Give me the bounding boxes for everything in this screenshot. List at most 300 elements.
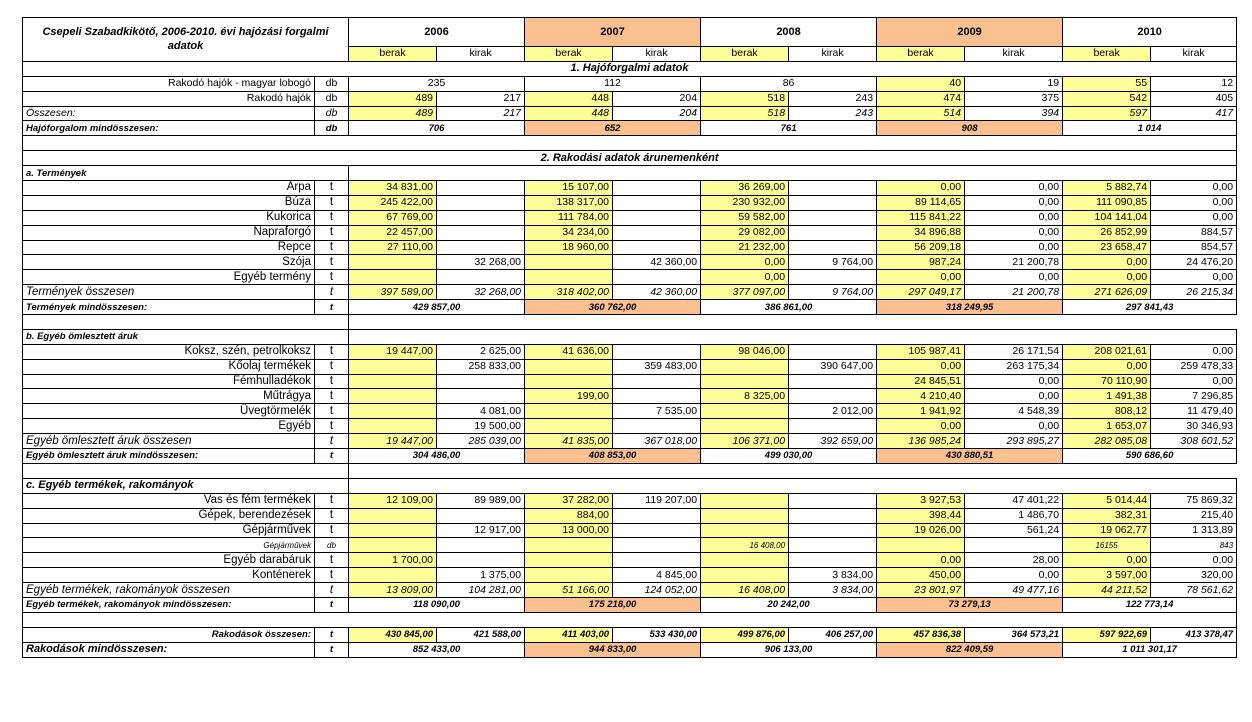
table-row — [23, 210, 1237, 225]
value-cell — [789, 240, 877, 255]
row-unit: t — [315, 270, 349, 285]
row-label: Szója — [23, 255, 315, 270]
spacer-cell — [349, 329, 1237, 344]
value-cell: 124 052,00 — [613, 583, 701, 598]
row-unit: t — [315, 300, 349, 315]
value-cell: 204 — [613, 91, 701, 106]
value-cell — [701, 493, 789, 508]
value-cell — [525, 270, 613, 285]
value-cell: 0,00 — [877, 553, 965, 568]
value-cell: 2 625,00 — [437, 344, 525, 359]
value-cell — [789, 419, 877, 434]
row-unit: db — [315, 106, 349, 121]
grand-total-cell: 590 686,60 — [1063, 449, 1237, 464]
value-cell: 235 — [349, 76, 525, 91]
row-unit: t — [315, 583, 349, 598]
value-cell: 0,00 — [965, 389, 1063, 404]
value-cell: 19 — [965, 76, 1063, 91]
value-cell: 26 171,54 — [965, 344, 1063, 359]
spacer-cell — [23, 612, 1237, 627]
value-cell: 104 281,00 — [437, 583, 525, 598]
header-row — [23, 18, 1237, 47]
row-unit: t — [315, 285, 349, 300]
value-cell: 5 882,74 — [1063, 181, 1151, 196]
category-header-row — [23, 478, 1237, 493]
section-title: b. Egyéb ömlesztett áruk — [23, 329, 349, 344]
value-cell: 884,00 — [525, 508, 613, 523]
value-cell: 375 — [965, 91, 1063, 106]
value-cell — [613, 389, 701, 404]
row-unit: t — [315, 374, 349, 389]
value-cell: 0,00 — [877, 359, 965, 374]
row-unit: t — [315, 597, 349, 612]
value-cell: 884,57 — [1151, 225, 1237, 240]
value-cell: 34 896,88 — [877, 225, 965, 240]
value-cell: 23 801,97 — [877, 583, 965, 598]
table-row — [23, 225, 1237, 240]
total-row — [23, 434, 1237, 449]
grand-total-cell: 944 833,00 — [525, 642, 701, 657]
value-cell: 111 784,00 — [525, 210, 613, 225]
value-cell: 51 166,00 — [525, 583, 613, 598]
grand-total-cell: 908 — [877, 121, 1063, 136]
value-cell: 0,00 — [877, 419, 965, 434]
value-cell: 199,00 — [525, 389, 613, 404]
row-label: Kőolaj termékek — [23, 359, 315, 374]
value-cell — [613, 344, 701, 359]
value-cell: 0,00 — [965, 240, 1063, 255]
value-cell: 47 401,22 — [965, 493, 1063, 508]
value-cell: 112 — [525, 76, 701, 91]
row-label: Összesen: — [23, 106, 315, 121]
value-cell: 0,00 — [1151, 374, 1237, 389]
grand-total-row — [23, 449, 1237, 464]
value-cell — [789, 270, 877, 285]
value-cell: 1 941,92 — [877, 404, 965, 419]
value-cell: 42 360,00 — [613, 285, 701, 300]
row-unit: t — [315, 449, 349, 464]
berak-header: berak — [1063, 47, 1151, 62]
row-unit: db — [315, 91, 349, 106]
table-row — [23, 359, 1237, 374]
value-cell — [525, 255, 613, 270]
value-cell: 55 — [1063, 76, 1151, 91]
value-cell: 457 836,38 — [877, 627, 965, 642]
table-row — [23, 419, 1237, 434]
value-cell — [437, 225, 525, 240]
row-label: Fémhulladékok — [23, 374, 315, 389]
loading-total-row — [23, 627, 1237, 642]
value-cell: 0,00 — [1151, 195, 1237, 210]
grand-total-cell: 304 486,00 — [349, 449, 525, 464]
row-unit: t — [315, 642, 349, 657]
value-cell — [349, 389, 437, 404]
value-cell — [437, 181, 525, 196]
value-cell: 30 346,93 — [1151, 419, 1237, 434]
value-cell — [613, 270, 701, 285]
row-label: Kukorica — [23, 210, 315, 225]
value-cell: 245 422,00 — [349, 195, 437, 210]
table-row — [23, 493, 1237, 508]
value-cell: 0,00 — [965, 181, 1063, 196]
row-label: Koksz, szén, petrolkoksz — [23, 344, 315, 359]
grand-total-cell: 360 762,00 — [525, 300, 701, 315]
row-label: Egyéb termékek, rakományok mindösszesen: — [23, 597, 315, 612]
value-cell — [613, 508, 701, 523]
value-cell: 11 479,40 — [1151, 404, 1237, 419]
value-cell: 1 313,89 — [1151, 523, 1237, 538]
table-row — [23, 181, 1237, 196]
value-cell: 0,00 — [1151, 553, 1237, 568]
value-cell: 0,00 — [1151, 181, 1237, 196]
grand-total-cell: 73 279,13 — [877, 597, 1063, 612]
value-cell: 34 234,00 — [525, 225, 613, 240]
value-cell: 106 371,00 — [701, 434, 789, 449]
value-cell — [877, 538, 965, 553]
row-label: Konténerek — [23, 568, 315, 583]
value-cell — [789, 210, 877, 225]
value-cell: 394 — [965, 106, 1063, 121]
grand-total-cell: 852 433,00 — [349, 642, 525, 657]
value-cell: 19 026,00 — [877, 523, 965, 538]
category-header-row — [23, 329, 1237, 344]
value-cell: 41 835,00 — [525, 434, 613, 449]
table-row — [23, 523, 1237, 538]
value-cell: 22 457,00 — [349, 225, 437, 240]
spacer-cell — [349, 478, 1237, 493]
value-cell: 0,00 — [1151, 344, 1237, 359]
row-label: Gépek, berendezések — [23, 508, 315, 523]
value-cell: 0,00 — [965, 210, 1063, 225]
spacer-row — [23, 612, 1237, 627]
value-cell: 19 447,00 — [349, 434, 437, 449]
row-unit: t — [315, 508, 349, 523]
value-cell: 0,00 — [701, 255, 789, 270]
row-unit: db — [315, 538, 349, 553]
value-cell: 243 — [789, 106, 877, 121]
value-cell: 34 831,00 — [349, 181, 437, 196]
table-row — [23, 240, 1237, 255]
table-row — [23, 255, 1237, 270]
value-cell: 382,31 — [1063, 508, 1151, 523]
value-cell: 29 082,00 — [701, 225, 789, 240]
row-label: Egyéb — [23, 419, 315, 434]
value-cell: 243 — [789, 91, 877, 106]
value-cell: 16 408,00 — [701, 583, 789, 598]
value-cell: 1 491,38 — [1063, 389, 1151, 404]
value-cell: 18 960,00 — [525, 240, 613, 255]
value-cell: 3 834,00 — [789, 583, 877, 598]
value-cell: 27 110,00 — [349, 240, 437, 255]
value-cell: 448 — [525, 91, 613, 106]
value-cell — [525, 419, 613, 434]
grand-total-cell: 1 011 301,17 — [1063, 642, 1237, 657]
value-cell: 115 841,22 — [877, 210, 965, 225]
year-header: 2009 — [877, 18, 1063, 47]
value-cell: 40 — [877, 76, 965, 91]
value-cell: 0,00 — [965, 374, 1063, 389]
row-unit: db — [315, 121, 349, 136]
value-cell — [349, 255, 437, 270]
value-cell — [613, 374, 701, 389]
row-unit: t — [315, 195, 349, 210]
value-cell: 843 — [1151, 538, 1237, 553]
value-cell — [789, 553, 877, 568]
value-cell: 26 852,99 — [1063, 225, 1151, 240]
grand-total-row — [23, 121, 1237, 136]
table-row — [23, 389, 1237, 404]
table-row — [23, 91, 1237, 106]
row-label: Rakodó hajók - magyar lobogó — [23, 76, 315, 91]
value-cell — [525, 359, 613, 374]
value-cell: 542 — [1063, 91, 1151, 106]
value-cell: 19 447,00 — [349, 344, 437, 359]
value-cell: 258 833,00 — [437, 359, 525, 374]
row-label: Termények összesen — [23, 285, 315, 300]
value-cell: 23 658,47 — [1063, 240, 1151, 255]
value-cell: 0,00 — [965, 419, 1063, 434]
value-cell: 474 — [877, 91, 965, 106]
value-cell: 514 — [877, 106, 965, 121]
value-cell: 7 535,00 — [613, 404, 701, 419]
row-label: Rakodó hajók — [23, 91, 315, 106]
value-cell: 518 — [701, 106, 789, 121]
value-cell: 217 — [437, 106, 525, 121]
total-row — [23, 583, 1237, 598]
row-unit: t — [315, 419, 349, 434]
table-row — [23, 374, 1237, 389]
table-row — [23, 553, 1237, 568]
value-cell: 215,40 — [1151, 508, 1237, 523]
value-cell: 136 985,24 — [877, 434, 965, 449]
value-cell — [613, 419, 701, 434]
value-cell: 1 653,07 — [1063, 419, 1151, 434]
value-cell: 533 430,00 — [613, 627, 701, 642]
value-cell: 367 018,00 — [613, 434, 701, 449]
value-cell — [525, 374, 613, 389]
value-cell: 59 582,00 — [701, 210, 789, 225]
row-unit: t — [315, 627, 349, 642]
row-label: Műtrágya — [23, 389, 315, 404]
grand-total-cell: 906 133,00 — [701, 642, 877, 657]
spacer-row — [23, 315, 1237, 330]
value-cell: 9 764,00 — [789, 285, 877, 300]
row-unit: t — [315, 523, 349, 538]
grand-total-cell: 386 861,00 — [701, 300, 877, 315]
value-cell — [789, 195, 877, 210]
value-cell — [437, 240, 525, 255]
value-cell: 21 200,78 — [965, 285, 1063, 300]
section-title: 1. Hajóforgalmi adatok — [23, 61, 1237, 76]
row-label: Egyéb termékek, rakományok összesen — [23, 583, 315, 598]
value-cell — [437, 374, 525, 389]
grand-total-cell: 1 014 — [1063, 121, 1237, 136]
value-cell: 4 081,00 — [437, 404, 525, 419]
value-cell: 398,44 — [877, 508, 965, 523]
value-cell: 56 209,18 — [877, 240, 965, 255]
grand-total-cell: 118 090,00 — [349, 597, 525, 612]
value-cell: 3 597,00 — [1063, 568, 1151, 583]
value-cell — [789, 508, 877, 523]
section-title-row — [23, 61, 1237, 76]
value-cell: 318 402,00 — [525, 285, 613, 300]
category-header-row — [23, 166, 1237, 181]
year-header: 2010 — [1063, 18, 1237, 47]
row-label: Egyéb ömlesztett áruk mindösszesen: — [23, 449, 315, 464]
row-label: Üvegtörmelék — [23, 404, 315, 419]
table-row — [23, 568, 1237, 583]
value-cell: 597 — [1063, 106, 1151, 121]
value-cell: 89 989,00 — [437, 493, 525, 508]
value-cell: 4 210,40 — [877, 389, 965, 404]
value-cell: 70 110,90 — [1063, 374, 1151, 389]
value-cell: 4 548,39 — [965, 404, 1063, 419]
table-row — [23, 270, 1237, 285]
value-cell: 75 869,32 — [1151, 493, 1237, 508]
row-label: Termények mindösszesen: — [23, 300, 315, 315]
value-cell: 7 296,85 — [1151, 389, 1237, 404]
value-cell: 0,00 — [1151, 210, 1237, 225]
value-cell: 16155 — [1063, 538, 1151, 553]
value-cell: 4 845,00 — [613, 568, 701, 583]
value-cell: 359 483,00 — [613, 359, 701, 374]
value-cell: 392 659,00 — [789, 434, 877, 449]
value-cell — [701, 359, 789, 374]
value-cell — [525, 553, 613, 568]
row-label: Búza — [23, 195, 315, 210]
value-cell: 308 601,52 — [1151, 434, 1237, 449]
value-cell: 37 282,00 — [525, 493, 613, 508]
value-cell: 430 845,00 — [349, 627, 437, 642]
value-cell — [789, 523, 877, 538]
value-cell — [613, 523, 701, 538]
value-cell: 282 085,08 — [1063, 434, 1151, 449]
row-unit: t — [315, 389, 349, 404]
value-cell: 413 378,47 — [1151, 627, 1237, 642]
kirak-header: kirak — [789, 47, 877, 62]
table-row — [23, 508, 1237, 523]
value-cell: 12 — [1151, 76, 1237, 91]
value-cell: 1 375,00 — [437, 568, 525, 583]
value-cell — [437, 389, 525, 404]
value-cell: 987,24 — [877, 255, 965, 270]
value-cell — [437, 553, 525, 568]
value-cell: 448 — [525, 106, 613, 121]
value-cell — [349, 523, 437, 538]
value-cell: 41 636,00 — [525, 344, 613, 359]
value-cell — [701, 404, 789, 419]
value-cell: 24 845,51 — [877, 374, 965, 389]
row-unit: t — [315, 344, 349, 359]
value-cell: 405 — [1151, 91, 1237, 106]
value-cell: 285 039,00 — [437, 434, 525, 449]
table-row — [23, 344, 1237, 359]
value-cell — [789, 374, 877, 389]
row-label: Rakodások mindösszesen: — [23, 642, 315, 657]
row-unit: t — [315, 404, 349, 419]
value-cell: 32 268,00 — [437, 285, 525, 300]
spacer-row — [23, 136, 1237, 151]
value-cell: 450,00 — [877, 568, 965, 583]
berak-header: berak — [877, 47, 965, 62]
value-cell: 397 589,00 — [349, 285, 437, 300]
value-cell: 19 500,00 — [437, 419, 525, 434]
value-cell — [613, 553, 701, 568]
row-unit: t — [315, 568, 349, 583]
value-cell: 320,00 — [1151, 568, 1237, 583]
value-cell: 26 215,34 — [1151, 285, 1237, 300]
value-cell — [349, 374, 437, 389]
value-cell: 105 987,41 — [877, 344, 965, 359]
value-cell: 406 257,00 — [789, 627, 877, 642]
row-unit: t — [315, 210, 349, 225]
value-cell — [613, 240, 701, 255]
row-unit: t — [315, 225, 349, 240]
value-cell — [525, 568, 613, 583]
value-cell: 3 834,00 — [789, 568, 877, 583]
value-cell: 119 207,00 — [613, 493, 701, 508]
value-cell: 489 — [349, 91, 437, 106]
year-header: 2007 — [525, 18, 701, 47]
value-cell: 561,24 — [965, 523, 1063, 538]
value-cell — [701, 523, 789, 538]
value-cell — [789, 538, 877, 553]
row-unit: t — [315, 553, 349, 568]
value-cell: 49 477,16 — [965, 583, 1063, 598]
value-cell — [789, 344, 877, 359]
table-row — [23, 76, 1237, 91]
value-cell: 293 895,27 — [965, 434, 1063, 449]
value-cell — [613, 181, 701, 196]
value-cell: 271 626,09 — [1063, 285, 1151, 300]
value-cell — [525, 404, 613, 419]
value-cell: 28,00 — [965, 553, 1063, 568]
row-label: Árpa — [23, 181, 315, 196]
year-header: 2006 — [349, 18, 525, 47]
value-cell: 12 917,00 — [437, 523, 525, 538]
value-cell: 21 200,78 — [965, 255, 1063, 270]
value-cell: 0,00 — [965, 270, 1063, 285]
row-label: Gépjárművek — [23, 538, 315, 553]
grand-total-cell: 822 409,59 — [877, 642, 1063, 657]
value-cell — [437, 538, 525, 553]
table-row — [23, 195, 1237, 210]
value-cell: 0,00 — [965, 195, 1063, 210]
value-cell: 421 588,00 — [437, 627, 525, 642]
grand-total-cell: 175 218,00 — [525, 597, 701, 612]
value-cell: 9 764,00 — [789, 255, 877, 270]
value-cell: 111 090,85 — [1063, 195, 1151, 210]
section-title: c. Egyéb termékek, rakományok — [23, 478, 349, 493]
grand-total-cell: 408 853,00 — [525, 449, 701, 464]
grand-total-cell: 122 773,14 — [1063, 597, 1237, 612]
value-cell: 67 769,00 — [349, 210, 437, 225]
grand-total-cell: 297 841,43 — [1063, 300, 1237, 315]
table-title: Csepeli Szabadkikötő, 2006-2010. évi hajózási forgalmi adatok — [23, 18, 349, 62]
value-cell: 204 — [613, 106, 701, 121]
total-row — [23, 285, 1237, 300]
row-unit: t — [315, 255, 349, 270]
grand-total-cell: 761 — [701, 121, 877, 136]
value-cell: 5 014,44 — [1063, 493, 1151, 508]
value-cell: 0,00 — [877, 270, 965, 285]
row-label: Egyéb darabáruk — [23, 553, 315, 568]
value-cell: 44 211,52 — [1063, 583, 1151, 598]
value-cell: 0,00 — [1151, 270, 1237, 285]
traffic-table — [22, 17, 1237, 658]
value-cell: 89 114,65 — [877, 195, 965, 210]
value-cell: 0,00 — [965, 225, 1063, 240]
